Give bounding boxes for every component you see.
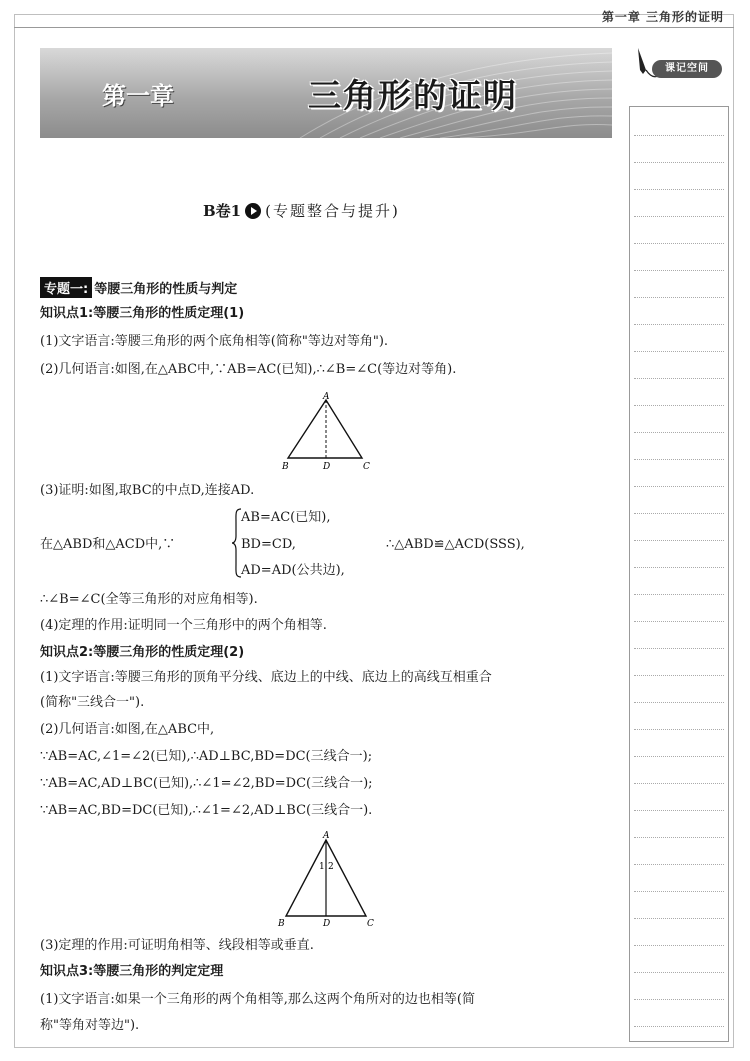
figure-triangle-2 bbox=[270, 828, 382, 928]
note-line bbox=[634, 837, 724, 838]
kp1-proof-prefix: 在△ABD和△ACD中,∵ bbox=[40, 537, 176, 552]
kp1-line2: (2)几何语言:如图,在△ABC中,∵AB=AC(已知),∴∠B=∠C(等边对等角). bbox=[40, 362, 457, 377]
note-line bbox=[634, 189, 724, 190]
note-line bbox=[634, 567, 724, 568]
note-line bbox=[634, 297, 724, 298]
kp2-title: 知识点2:等腰三角形的性质定理(2) bbox=[40, 645, 245, 660]
note-line bbox=[634, 162, 724, 163]
note-line bbox=[634, 513, 724, 514]
kp1-line4: ∴∠B=∠C(全等三角形的对应角相等). bbox=[40, 592, 258, 607]
chapter-banner bbox=[40, 48, 612, 138]
running-head: 第一章 三角形的证明 bbox=[601, 10, 724, 24]
note-line bbox=[634, 891, 724, 892]
fig1-label-a: A bbox=[323, 392, 330, 402]
note-line bbox=[634, 243, 724, 244]
fig2-angle-1: 1 bbox=[319, 862, 325, 872]
fig2-angle-2: 2 bbox=[328, 862, 334, 872]
fig1-label-c: C bbox=[363, 462, 370, 472]
notes-badge: 课记空间 bbox=[652, 60, 722, 78]
kp1-line5: (4)定理的作用:证明同一个三角形中的两个角相等. bbox=[40, 618, 327, 633]
note-line bbox=[634, 729, 724, 730]
kp2-line1b: (简称"三线合一"). bbox=[40, 695, 145, 710]
note-line bbox=[634, 540, 724, 541]
note-line bbox=[634, 756, 724, 757]
header-rule bbox=[14, 27, 734, 28]
kp3-title: 知识点3:等腰三角形的判定定理 bbox=[40, 964, 224, 979]
note-line bbox=[634, 594, 724, 595]
note-line bbox=[634, 918, 724, 919]
fig1-label-b: B bbox=[282, 462, 289, 472]
note-line bbox=[634, 459, 724, 460]
note-line bbox=[634, 810, 724, 811]
note-line bbox=[634, 216, 724, 217]
note-line bbox=[634, 783, 724, 784]
fig2-label-c: C bbox=[367, 919, 374, 928]
fig2-label-d: D bbox=[323, 919, 331, 928]
banner-chapter-label: 第一章 bbox=[102, 82, 174, 110]
figure-triangle-1 bbox=[270, 392, 380, 474]
brace-line-1: AB=AC(已知), bbox=[241, 510, 331, 525]
note-line bbox=[634, 405, 724, 406]
note-line bbox=[634, 135, 724, 136]
kp1-line1: (1)文字语言:等腰三角形的两个底角相等(简称"等边对等角"). bbox=[40, 334, 389, 349]
brace-line-3: AD=AD(公共边), bbox=[241, 563, 345, 578]
fig2-label-a: A bbox=[323, 831, 330, 841]
note-line bbox=[634, 945, 724, 946]
section-title-main: B卷1 bbox=[203, 202, 242, 220]
note-line bbox=[634, 864, 724, 865]
note-line bbox=[634, 486, 724, 487]
note-line bbox=[634, 648, 724, 649]
note-line bbox=[634, 972, 724, 973]
note-line bbox=[634, 351, 724, 352]
fig1-label-d: D bbox=[323, 462, 331, 472]
kp1-proof-result: ∴△ABD≌△ACD(SSS), bbox=[386, 537, 525, 552]
triangle-abc bbox=[288, 400, 362, 458]
kp1-title: 知识点1:等腰三角形的性质定理(1) bbox=[40, 306, 245, 321]
note-line bbox=[634, 432, 724, 433]
topic-tag: 专题一: bbox=[40, 277, 92, 298]
kp1-line3: (3)证明:如图,取BC的中点D,连接AD. bbox=[40, 483, 255, 498]
section-title bbox=[203, 200, 400, 221]
topic-title: 等腰三角形的性质与判定 bbox=[94, 282, 238, 297]
kp2-line3: ∵AB=AC,∠1=∠2(已知),∴AD⊥BC,BD=DC(三线合一); bbox=[40, 749, 373, 764]
notes-panel bbox=[629, 106, 729, 1042]
notes-header bbox=[632, 44, 732, 94]
kp2-line5: ∵AB=AC,BD=DC(已知),∴∠1=∠2,AD⊥BC(三线合一). bbox=[40, 803, 373, 818]
kp2-line2: (2)几何语言:如图,在△ABC中, bbox=[40, 722, 215, 737]
play-icon bbox=[245, 203, 261, 219]
banner-chapter-title: 三角形的证明 bbox=[308, 76, 518, 115]
note-line bbox=[634, 270, 724, 271]
fig2-label-b: B bbox=[278, 919, 285, 928]
note-line bbox=[634, 621, 724, 622]
brace-line-2: BD=CD, bbox=[241, 537, 296, 552]
note-line bbox=[634, 702, 724, 703]
note-line bbox=[634, 675, 724, 676]
kp2-line6: (3)定理的作用:可证明角相等、线段相等或垂直. bbox=[40, 938, 314, 953]
note-line bbox=[634, 999, 724, 1000]
note-line bbox=[634, 378, 724, 379]
note-line bbox=[634, 324, 724, 325]
topic-heading bbox=[40, 277, 237, 298]
kp3-line1: (1)文字语言:如果一个三角形的两个角相等,那么这两个角所对的边也相等(简 bbox=[40, 992, 475, 1007]
kp3-line1b: 称"等角对等边"). bbox=[40, 1018, 140, 1033]
section-title-sub: (专题整合与提升) bbox=[265, 202, 400, 220]
kp2-line4: ∵AB=AC,AD⊥BC(已知),∴∠1=∠2,BD=DC(三线合一); bbox=[40, 776, 373, 791]
kp2-line1: (1)文字语言:等腰三角形的顶角平分线、底边上的中线、底边上的高线互相重合 bbox=[40, 670, 492, 685]
note-line bbox=[634, 1026, 724, 1027]
